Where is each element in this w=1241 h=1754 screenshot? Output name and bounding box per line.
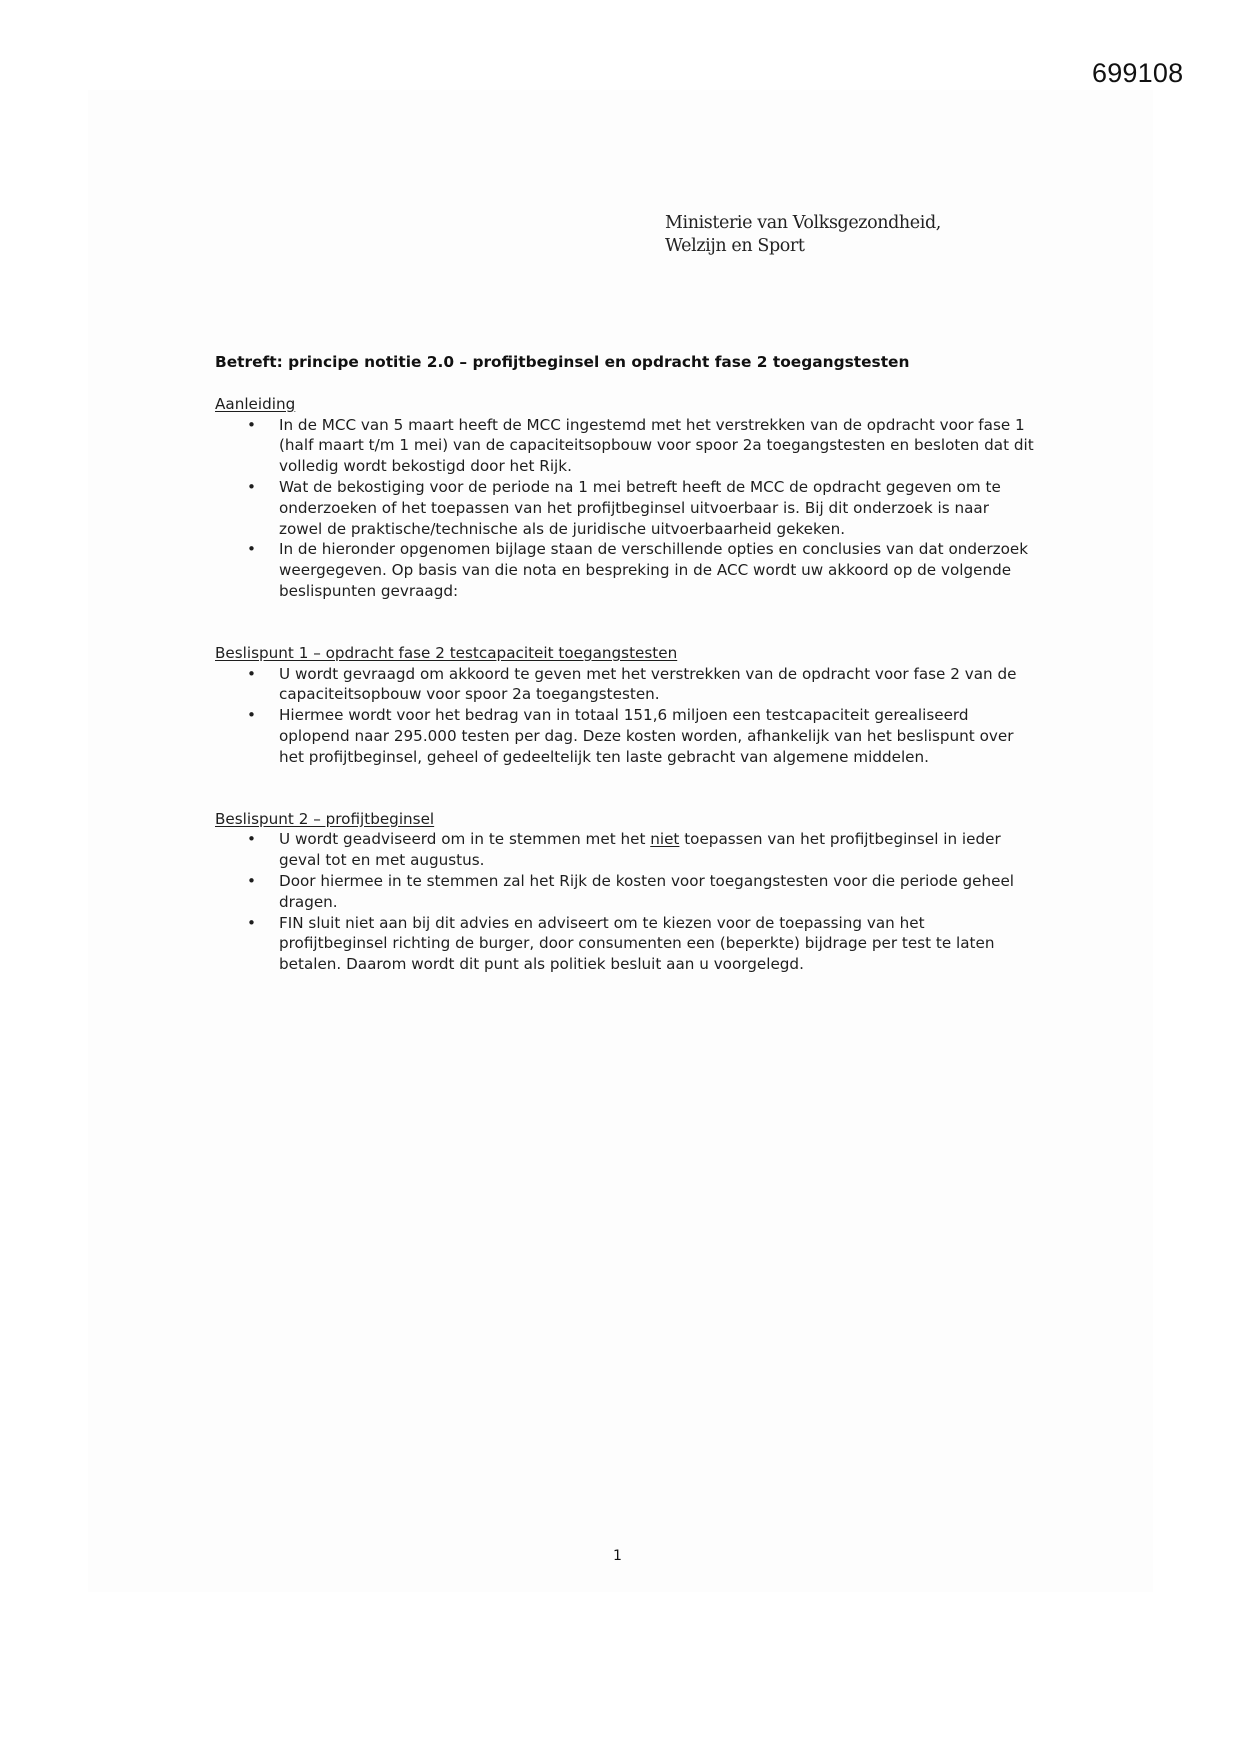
page-number: 1 — [613, 1548, 622, 1564]
list-item-text — [279, 830, 1001, 869]
subject-line: Betreft: principe notitie 2.0 – profijtbeginsel en opdracht fase 2 toegangstesten — [215, 353, 910, 371]
list-item-text: Hiermee wordt voor het bedrag van in totaal 151,6 miljoen een testcapaciteit gerealiseerd oplopend naar 295.000 testen per dag. Deze kosten worden, afhankelijk van het beslispunt over het profijtbeginsel, geheel of gedeeltelijk ten laste gebracht van algemene middelen. — [279, 706, 1014, 766]
section-aanleiding — [215, 394, 1035, 602]
bullet-list — [215, 415, 1035, 602]
bullet-icon: • — [247, 871, 256, 890]
list-item — [215, 913, 1035, 975]
section-heading: Beslispunt 2 – profijtbeginsel — [215, 809, 435, 828]
section-beslispunt-1 — [215, 643, 1035, 768]
list-item — [215, 664, 1035, 706]
section-heading: Beslispunt 1 – opdracht fase 2 testcapaciteit toegangstesten — [215, 643, 678, 662]
bullet-icon: • — [247, 830, 256, 849]
document-id: 699108 — [1092, 58, 1184, 88]
bullet-list — [215, 829, 1035, 975]
bullet-icon: • — [247, 913, 256, 932]
bullet-icon: • — [247, 477, 256, 496]
text-run: toepassen van het profijtbeginsel in ieder geval tot en met augustus. — [279, 830, 1001, 870]
ministry-name-line2: Welzijn en Sport — [665, 236, 805, 256]
bullet-icon: • — [247, 706, 256, 725]
list-item-text: In de MCC van 5 maart heeft de MCC ingestemd met het verstrekken van de opdracht voor fase 1 (half maart t/m 1 mei) van de capaciteitsopbouw voor spoor 2a toegangstesten en besloten dat dit volledig wordt bekostigd door het Rijk. — [279, 415, 1034, 476]
list-item-text: U wordt gevraagd om akkoord te geven met het verstrekken van de opdracht voor fase 2 van de capaciteitsopbouw voor spoor 2a toegangstesten. — [279, 664, 1017, 704]
list-item-text: Wat de bekostiging voor de periode na 1 mei betreft heeft de MCC de opdracht gegeven om te onderzoeken of het toepassen van het profijtbeginsel uitvoerbaar is. Bij dit onderzoek is naar zowel de praktische/technische als de juridische uitvoerbaarheid gekeken. — [279, 477, 1001, 538]
bullet-icon: • — [247, 664, 256, 683]
list-item-text: In de hieronder opgenomen bijlage staan de verschillende opties en conclusies van dat onderzoek weergegeven. Op basis van die nota en bespreking in de ACC wordt uw akkoord op de volgende beslispunten gevraagd: — [279, 540, 1029, 600]
bullet-icon: • — [247, 415, 256, 434]
section-beslispunt-2 — [215, 809, 1035, 975]
section-heading: Aanleiding — [215, 394, 296, 413]
emphasis-niet: niet — [650, 830, 680, 849]
list-item — [215, 477, 1035, 539]
list-item — [215, 829, 1035, 871]
list-item — [215, 871, 1035, 913]
list-item — [215, 415, 1035, 477]
list-item-text: FIN sluit niet aan bij dit advies en adviseert om te kiezen voor de toepassing van het profijtbeginsel richting de burger, door consumenten een (beperkte) bijdrage per test te laten betalen. Daarom wordt dit punt als politiek besluit aan u voorgelegd. — [279, 913, 995, 974]
text-run: U wordt geadviseerd om in te stemmen met het — [279, 830, 651, 849]
list-item — [215, 705, 1035, 767]
bullet-list — [215, 664, 1035, 768]
bullet-icon: • — [247, 540, 256, 559]
document-body — [215, 352, 1035, 1016]
list-item-text: Door hiermee in te stemmen zal het Rijk de kosten voor toegangstesten voor die periode geheel dragen. — [279, 871, 1015, 911]
ministry-letterhead — [665, 212, 941, 258]
ministry-name-line1: Ministerie van Volksgezondheid, — [665, 213, 941, 233]
list-item — [215, 539, 1035, 601]
